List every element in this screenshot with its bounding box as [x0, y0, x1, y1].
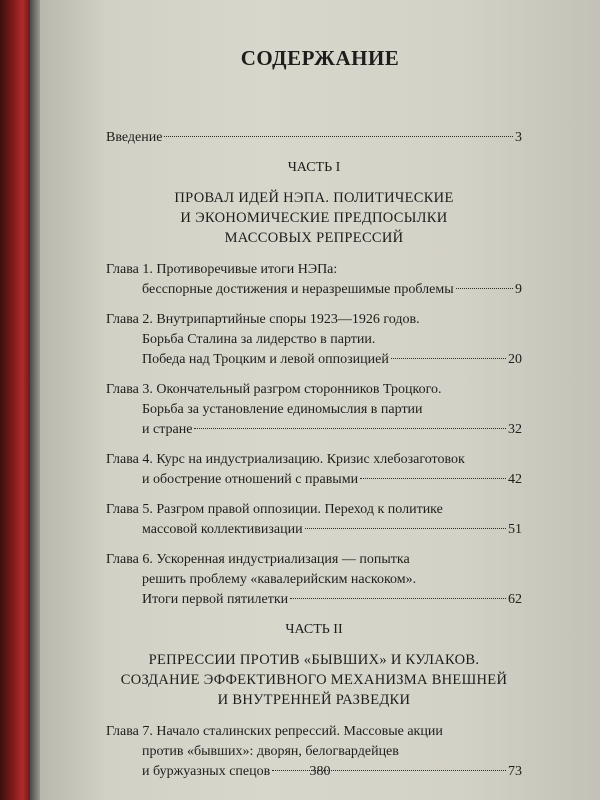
part-2-title — [106, 650, 522, 710]
chapter-last-line — [106, 280, 522, 300]
leader-dots — [305, 528, 506, 529]
chapter-page: 73 — [508, 764, 522, 779]
chapter-list — [106, 260, 522, 610]
chapter-title: Глава 5. Разгром правой оппозиции. Переход к политике — [106, 502, 443, 517]
chapter-page: 9 — [515, 282, 522, 297]
chapter-last-line — [106, 350, 522, 370]
part-2-title-line: СОЗДАНИЕ ЭФФЕКТИВНОГО МЕХАНИЗМА ВНЕШНЕЙ — [120, 672, 508, 688]
book-page — [40, 0, 600, 800]
chapter-title-cont: Итоги первой пятилетки — [142, 592, 289, 607]
page-edge — [30, 0, 40, 800]
part-1-label: ЧАСТЬ I — [287, 160, 341, 175]
part-1-title-line: МАССОВЫХ РЕПРЕССИЙ — [224, 230, 404, 246]
toc-entry-intro — [106, 128, 522, 148]
chapter-last-line — [106, 420, 522, 440]
toc-entry-chapter — [106, 260, 522, 300]
chapter-title: Глава 6. Ускоренная индустриализация — попытка — [106, 552, 410, 567]
page-title: СОДЕРЖАНИЕ — [240, 46, 400, 70]
toc-entry-chapter — [106, 550, 522, 610]
toc-entry-chapter — [106, 310, 522, 370]
chapter-title-cont: Победа над Троцким и левой оппозицией — [142, 352, 389, 367]
chapter-title-cont: и обострение отношений с правыми — [142, 472, 359, 487]
leader-dots — [360, 478, 506, 479]
chapter-title: Глава 4. Курс на индустриализацию. Кризис хлебозаготовок — [106, 452, 465, 467]
part-2-title-line: И ВНУТРЕННЕЙ РАЗВЕДКИ — [217, 692, 411, 708]
intro-page: 3 — [515, 130, 522, 145]
chapter-page: 20 — [508, 352, 522, 367]
chapter-page: 42 — [508, 472, 522, 487]
chapter-title: Глава 2. Внутрипартийные споры 1923—1926 годов. — [106, 312, 420, 327]
part-1-title-line: И ЭКОНОМИЧЕСКИЕ ПРЕДПОСЫЛКИ — [180, 210, 448, 226]
chapter-title-cont: и буржуазных спецов — [142, 764, 271, 779]
chapter-page: 51 — [508, 522, 522, 537]
intro-label: Введение — [106, 130, 163, 145]
part-2-title-line: РЕПРЕССИИ ПРОТИВ «БЫВШИХ» И КУЛАКОВ. — [148, 652, 480, 668]
chapter-title-cont: бесспорные достижения и неразрешимые проблемы — [142, 282, 454, 297]
chapter-page: 62 — [508, 592, 522, 607]
book-spine — [0, 0, 30, 800]
part-1-title — [106, 188, 522, 248]
toc-entry-chapter — [106, 450, 522, 490]
chapter-title: Глава 3. Окончательный разгром сторонников Троцкого. — [106, 382, 442, 397]
chapter-title-cont: против «бывших»: дворян, белогвардейцев — [142, 744, 399, 759]
chapter-title-cont: Борьба за установление единомыслия в партии — [142, 402, 423, 417]
leader-dots — [164, 136, 513, 137]
chapter-last-line — [106, 520, 522, 540]
chapter-title-cont: решить проблему «кавалерийским наскоком». — [142, 572, 417, 587]
chapter-title-cont: массовой коллективизации — [142, 522, 303, 537]
chapter-title: Глава 7. Начало сталинских репрессий. Массовые акции — [106, 724, 443, 739]
chapter-title-cont: и стране — [142, 422, 193, 437]
toc-entry-chapter — [106, 380, 522, 440]
leader-dots — [194, 428, 506, 429]
part-1-title-line: ПРОВАЛ ИДЕЙ НЭПА. ПОЛИТИЧЕСКИЕ — [174, 190, 454, 206]
leader-dots — [456, 288, 513, 289]
leader-dots — [290, 598, 506, 599]
page-number: 380 — [309, 764, 331, 779]
part-2-label: ЧАСТЬ II — [285, 622, 343, 637]
toc-entry-chapter — [106, 500, 522, 540]
chapter-title: Глава 1. Противоречивые итоги НЭПа: — [106, 262, 338, 277]
chapter-page: 32 — [508, 422, 522, 437]
chapter-last-line — [106, 590, 522, 610]
chapter-title-cont: Борьба Сталина за лидерство в партии. — [142, 332, 376, 347]
leader-dots — [391, 358, 506, 359]
chapter-last-line — [106, 470, 522, 490]
table-of-contents — [106, 128, 522, 792]
